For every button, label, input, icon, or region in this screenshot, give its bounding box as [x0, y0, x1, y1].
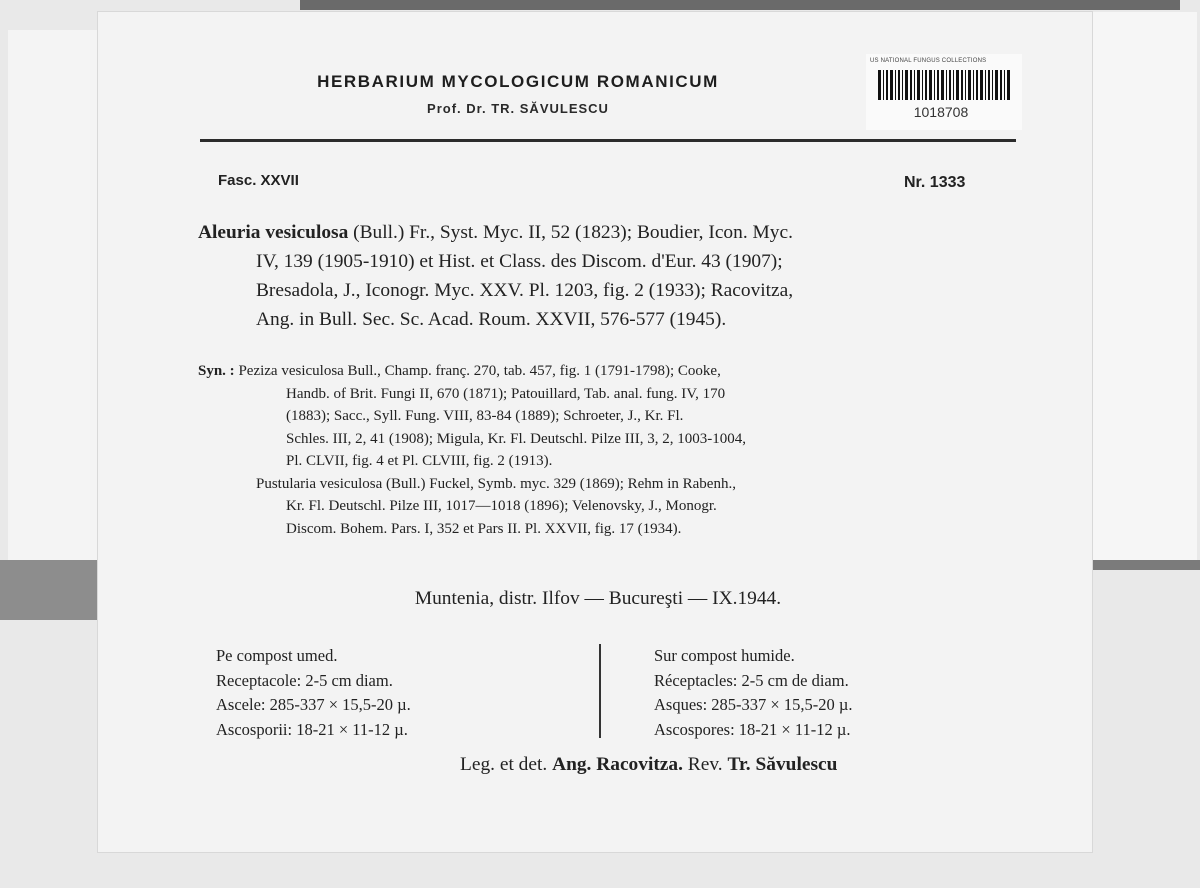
citation-line: Bresadola, J., Iconogr. Myc. XXV. Pl. 1203, fig. 2 (1933); Racovitza, [256, 280, 794, 301]
description-line: Receptacole: 2-5 cm diam. [216, 670, 393, 690]
description-line: Sur compost humide. [654, 646, 795, 665]
synonym-text: Peziza vesiculosa Bull., Champ. franç. 270, tab. 457, fig. 1 (1791-1798); Cooke, [234, 363, 721, 379]
barcode-icon [878, 70, 1012, 100]
collector-name: Ang. Racovitza. [552, 754, 683, 775]
background-strip [300, 0, 1180, 10]
barcode-number: 1018708 [913, 104, 969, 120]
synonym-line: Handb. of Brit. Fungi II, 670 (1871); Patouillard, Tab. anal. fung. IV, 170 [286, 385, 726, 402]
description-line: Ascosporii: 18-21 × 11-12 µ. [216, 719, 408, 739]
species-name: Aleuria vesiculosa [198, 222, 349, 243]
barcode-org: US NATIONAL FUNGUS COLLECTIONS [870, 58, 987, 64]
herbarium-director: Prof. Dr. TR. SĂVULESCU [427, 101, 609, 116]
synonym-label: Syn. : [198, 363, 235, 379]
description-line: Pe compost umed. [216, 646, 338, 665]
background-sheet-left [8, 30, 102, 560]
herbarium-title: HERBARIUM MYCOLOGICUM ROMANICUM [317, 72, 719, 91]
background-gray-right [1092, 560, 1200, 570]
reviser-name: Tr. Săvulescu [727, 754, 838, 775]
collector-prefix: Leg. et det. [460, 754, 553, 775]
synonym-line: Pustularia vesiculosa (Bull.) Fuckel, Symb. myc. 329 (1869); Rehm in Rabenh., [256, 475, 736, 492]
herbarium-label [98, 12, 1092, 852]
citation-line: IV, 139 (1905-1910) et Hist. et Class. des Discom. d'Eur. 43 (1907); [256, 251, 783, 272]
citation-line [198, 218, 1028, 247]
synonym-line [198, 360, 1028, 383]
synonyms-block [198, 360, 1028, 540]
specimen-number: Nr. 1333 [904, 174, 966, 191]
synonym-line: Schles. III, 2, 41 (1908); Migula, Kr. Fl. Deutschl. Pilze III, 3, 2, 1003-1004, [286, 430, 746, 447]
synonym-line: Discom. Bohem. Pars. I, 352 et Pars II. Pl. XXVII, fig. 17 (1934). [286, 520, 682, 537]
collector-line [460, 754, 1060, 776]
description-romanian [216, 644, 576, 742]
synonym-line: Kr. Fl. Deutschl. Pilze III, 1017—1018 (1896); Velenovsky, J., Monogr. [286, 498, 717, 514]
description-line: Réceptacles: 2-5 cm de diam. [654, 670, 849, 690]
citation-text: (Bull.) Fr., Syst. Myc. II, 52 (1823); Boudier, Icon. Myc. [348, 222, 793, 243]
header-rule [200, 139, 1016, 142]
taxon-citation [198, 218, 1028, 334]
barcode-sticker [866, 54, 1022, 130]
citation-line: Ang. in Bull. Sec. Sc. Acad. Roum. XXVII, 576-577 (1945). [256, 309, 727, 330]
locality-line: Muntenia, distr. Ilfov — Bucureşti — IX.1944. [414, 588, 782, 609]
description-line: Asques: 285-337 × 15,5-20 µ. [654, 695, 853, 714]
synonym-line: (1883); Sacc., Syll. Fung. VIII, 83-84 (1889); Schroeter, J., Kr. Fl. [286, 408, 684, 424]
description-french [654, 644, 1034, 742]
column-divider [599, 644, 601, 738]
reviser-prefix: Rev. [682, 754, 728, 775]
description-line: Ascele: 285-337 × 15,5-20 µ. [216, 695, 411, 714]
fascicle-number: Fasc. XXVII [218, 172, 299, 189]
background-sheet-right [1090, 12, 1197, 560]
description-line: Ascospores: 18-21 × 11-12 µ. [654, 719, 851, 739]
background-gray-left [0, 560, 100, 620]
synonym-line: Pl. CLVII, fig. 4 et Pl. CLVIII, fig. 2 (1913). [286, 453, 553, 469]
